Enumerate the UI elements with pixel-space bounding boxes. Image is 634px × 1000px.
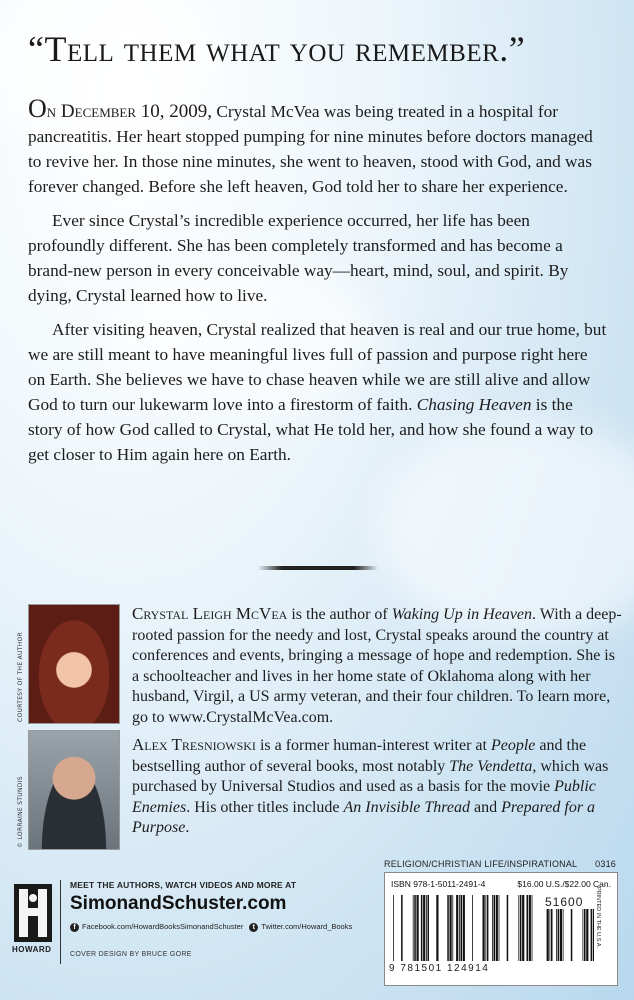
barcode-bar bbox=[532, 895, 533, 961]
barcode-bar bbox=[492, 895, 493, 961]
barcode-bar bbox=[496, 895, 498, 961]
twitter-url: Twitter.com/Howard_Books bbox=[261, 922, 353, 931]
author-photo-crystal bbox=[28, 604, 120, 724]
barcode-bar bbox=[551, 909, 553, 961]
publisher-name: HOWARD bbox=[12, 945, 52, 954]
divider bbox=[258, 566, 378, 570]
barcode-bar bbox=[393, 895, 394, 961]
barcode-bar bbox=[556, 909, 557, 961]
bio-text: . bbox=[185, 819, 190, 836]
blurb-paragraph-1 bbox=[28, 96, 608, 199]
barcode-bar bbox=[472, 895, 473, 961]
author-photo-alex bbox=[28, 730, 120, 850]
facebook-url: Facebook.com/HowardBooksSimonandSchuster bbox=[82, 922, 244, 931]
barcode-bar bbox=[483, 895, 485, 961]
lead-in: n December 10, 2009, bbox=[46, 101, 213, 122]
book-title: Waking Up in Heaven bbox=[391, 606, 533, 623]
blurb-text: Crystal McVea was being treated in a hospital for pancreatitis. Her heart stopped pumping for nine minutes before doctors managed to revive her. In those nine minutes, she went to heaven, stood with God, and was forever changed. Before she left heaven, God told her to share her experience. bbox=[28, 102, 593, 196]
barcode-bar bbox=[550, 909, 551, 961]
barcode-bar bbox=[463, 895, 465, 961]
barcode-bar bbox=[447, 895, 449, 961]
blurb-paragraph-3 bbox=[28, 317, 608, 467]
facebook-icon: f bbox=[70, 923, 79, 932]
barcode-box bbox=[384, 872, 618, 986]
howard-logo-icon bbox=[14, 884, 52, 942]
author-name: Crystal Leigh McVea bbox=[132, 604, 288, 623]
barcode-bar bbox=[591, 909, 593, 961]
barcode-bar bbox=[518, 895, 519, 961]
bio-text: is a former human-interest writer at bbox=[255, 737, 491, 754]
barcode-bar bbox=[456, 895, 458, 961]
category: RELIGION/CHRISTIAN LIFE/INSPIRATIONAL bbox=[384, 859, 578, 869]
blurb-text: After visiting heaven, Crystal realized that heaven is real and our true home, but we are still meant to have meaningful lives full of passion and purpose right here on Earth. She believes we have to chase heaven while we are still alive and allow God to turn our lukewarm love into a firestorm of faith. bbox=[28, 320, 607, 414]
book-title: Chasing Heaven bbox=[416, 395, 532, 414]
blurb-paragraph-2: Ever since Crystal’s incredible experience occurred, her life has been profoundly different. She has been completely transformed and has become a brand-new person in every conceivable way—heart, mind, soul, and spirit. By dying, Crystal learned how to live. bbox=[28, 211, 569, 305]
barcode-addon bbox=[540, 909, 594, 961]
bio-text: and the bestselling author of several books, most notably bbox=[132, 737, 587, 775]
barcode-bar bbox=[563, 909, 564, 961]
barcode-bar bbox=[450, 895, 452, 961]
bio-text: and bbox=[470, 798, 502, 816]
isbn: ISBN 978-1-5011-2491-4 bbox=[391, 879, 486, 889]
barcode-bar bbox=[485, 895, 486, 961]
barcode-bar bbox=[459, 895, 460, 961]
drop-cap: O bbox=[28, 94, 47, 123]
price: $16.00 U.S./$22.00 Can. bbox=[517, 879, 611, 889]
social-links bbox=[70, 922, 352, 932]
barcode-main bbox=[393, 895, 533, 961]
price-addon: 51600 bbox=[545, 895, 584, 909]
facebook-link[interactable] bbox=[70, 922, 243, 932]
photo-credit: COURTESY OF THE AUTHOR bbox=[17, 632, 24, 722]
barcode-digits: 9 781501 124914 bbox=[389, 963, 490, 974]
meet-authors-text: MEET THE AUTHORS, WATCH VIDEOS AND MORE AT bbox=[70, 880, 297, 890]
bio-text: , which was purchased by Universal Studios and used as a basis for the movie bbox=[132, 757, 609, 795]
blurb-text: is the story of how God called to Crystal, what He told her, and how she found a way to get closer to Him again here on Earth. bbox=[28, 395, 594, 464]
magazine-title: People bbox=[490, 737, 536, 754]
barcode-bar bbox=[522, 895, 524, 961]
author-name: Alex Tresniowski bbox=[132, 735, 256, 754]
barcode-bar bbox=[487, 895, 489, 961]
barcode-bar bbox=[461, 895, 463, 961]
author-bio-crystal bbox=[132, 604, 622, 728]
bio-text: . His other titles include bbox=[186, 798, 344, 816]
barcode-bar bbox=[558, 909, 560, 961]
book-title: Prepared for a Purpose bbox=[132, 798, 596, 836]
category-line bbox=[384, 859, 616, 869]
barcode-bar bbox=[413, 895, 414, 961]
author-bio-alex bbox=[132, 735, 622, 839]
barcode-bar bbox=[529, 895, 531, 961]
barcode-bar bbox=[499, 895, 500, 961]
printed-in: PRINTED IN THE U.S.A. bbox=[595, 887, 601, 949]
barcode-bar bbox=[547, 909, 549, 961]
barcode-bar bbox=[452, 895, 453, 961]
barcode-bar bbox=[414, 895, 416, 961]
website-link[interactable]: SimonandSchuster.com bbox=[70, 893, 287, 914]
barcode-bar bbox=[520, 895, 522, 961]
barcode-bar bbox=[571, 909, 573, 961]
bio-text: is the author of bbox=[287, 606, 392, 623]
barcode-bar bbox=[586, 909, 588, 961]
twitter-link[interactable] bbox=[249, 922, 352, 932]
bio-text: . With a deep-rooted passion for the needy and lost, Crystal speaks around the country at conferences and events, bringing a message of hope and redemption. She is a schoolteacher and lives in her home state of Oklahoma along with her husband, Virgil, a US army veteran, and their four children. To learn more, go to www.CrystalMcVea.com. bbox=[132, 606, 622, 726]
headline: “Tell them what you remember.” bbox=[28, 29, 526, 69]
blurb bbox=[28, 96, 608, 476]
barcode-bar bbox=[436, 895, 438, 961]
barcode-bar bbox=[593, 909, 594, 961]
book-title: The Vendetta bbox=[449, 757, 533, 775]
twitter-icon: t bbox=[249, 923, 258, 932]
photo-credit: © LORRAINE STUNDIS bbox=[17, 776, 24, 848]
movie-title: Public Enemies bbox=[132, 778, 596, 816]
cover-design-credit: COVER DESIGN BY BRUCE GORE bbox=[70, 951, 192, 958]
barcode-bar bbox=[401, 895, 403, 961]
barcode-bar bbox=[494, 895, 496, 961]
barcode-bar bbox=[421, 895, 423, 961]
barcode-bar bbox=[507, 895, 509, 961]
category-code: 0316 bbox=[595, 859, 616, 869]
barcode-bar bbox=[417, 895, 419, 961]
isbn-line bbox=[391, 879, 611, 889]
book-title: An Invisible Thread bbox=[343, 798, 471, 816]
barcode-bar bbox=[583, 909, 584, 961]
barcode-bar bbox=[527, 895, 529, 961]
barcode-bar bbox=[584, 909, 586, 961]
barcode-bar bbox=[423, 895, 425, 961]
divider bbox=[60, 880, 61, 964]
barcode-bar bbox=[426, 895, 427, 961]
barcode-bar bbox=[560, 909, 562, 961]
barcode-bar bbox=[428, 895, 430, 961]
